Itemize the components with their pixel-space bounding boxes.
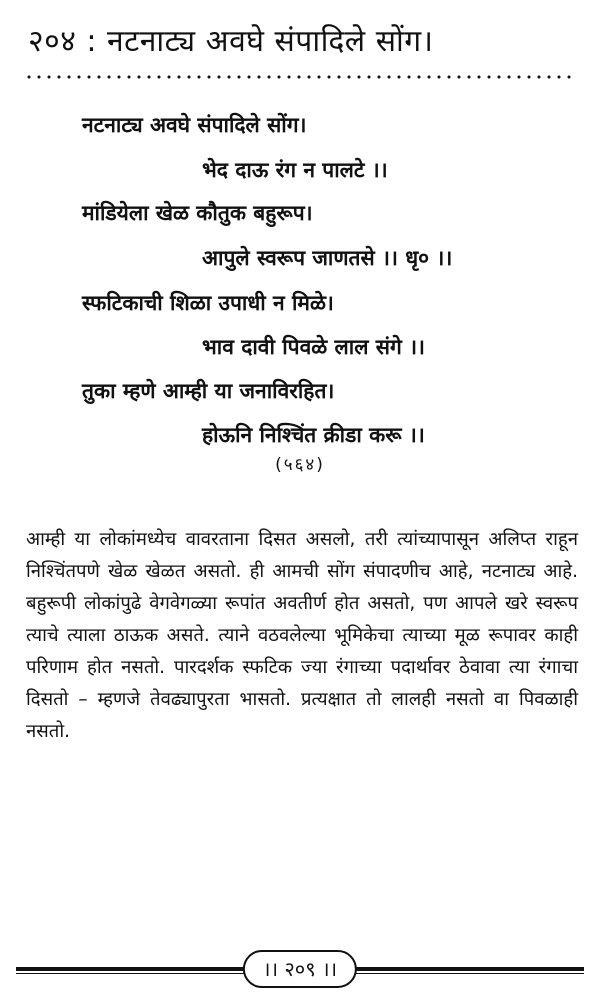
verse-line-6: भाव दावी पिवळे लाल संगे ।। bbox=[202, 335, 425, 359]
dotted-divider bbox=[24, 74, 574, 80]
commentary-paragraph bbox=[26, 524, 578, 748]
verse-line-4: आपुले स्वरूप जाणतसे ।। धृ० ।। bbox=[202, 246, 453, 270]
verse-line-2: भेद दाऊ रंग न पालटे ।। bbox=[202, 158, 388, 182]
verse-line-8: होऊनि निश्चिंत क्रीडा करू ।। bbox=[202, 423, 425, 447]
commentary-text: आम्ही या लोकांमध्येच वावरताना दिसत असलो, तरी त्यांच्यापासून अलिप्त राहून निश्चिंतपणे खेळ खेळत असतो. ही आमची सोंग संपादणीच आहे, नटनाट्य आहे. बहुरूपी लोकांपुढे वेगवेगळ्या रूपांत अवतीर्ण होत असतो, पण आपले खरे स्वरूप त्याचे त्याला ठाऊक असते. त्याने वठवलेल्या भूमिकेचा त्याच्या मूळ रूपावर काही परिणाम होत नसतो. पारदर्शक स्फटिक ज्या रंगाच्या पदार्थावर ठेवावा त्या रंगाचा दिसतो – म्हणजे तेवढ्यापुरता भासतो. प्रत्यक्षात तो लालही नसतो वा पिवळाही नसतो. bbox=[26, 529, 578, 742]
page-footer bbox=[16, 948, 584, 988]
verse-line-1: नटनाट्य अवघे संपादिले सोंग। bbox=[82, 113, 307, 137]
verse-line-7: तुका म्हणे आम्ही या जनाविरहित। bbox=[82, 379, 335, 403]
page-number: ।। २०९ ।। bbox=[243, 950, 357, 988]
verse-line-5: स्फटिकाची शिळा उपाधी न मिळे। bbox=[82, 291, 334, 315]
abhang-reference-number: (५६४) bbox=[275, 455, 325, 475]
abhang-title: २०४ : नटनाट्य अवघे संपादिले सोंग। bbox=[28, 24, 434, 59]
verse-line-3: मांडियेला खेळ कौतुक बहुरूप। bbox=[82, 201, 313, 225]
